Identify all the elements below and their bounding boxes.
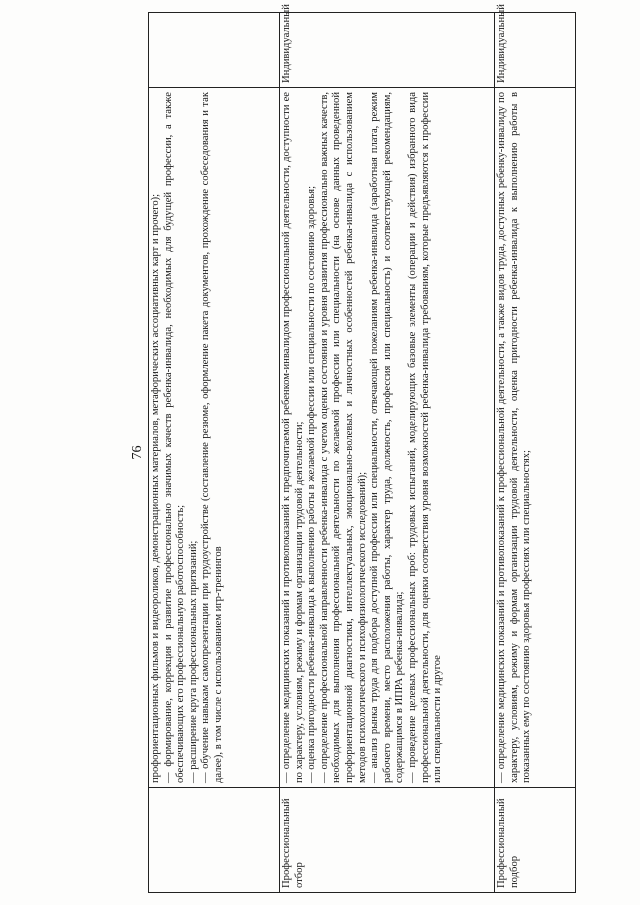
- form-cell: Индивидуальный: [280, 13, 495, 88]
- table-row: [149, 13, 280, 893]
- content-paragraph: — проведение целевых профессиональных проб: трудовых испытаний, моделирующих базовые элементы (операции и действия) избранного вида профессиональной деятельности, для оценки соответствия уровня возможностей ребенка-инвалида требованиям, которые предъявляются к профессии или специальности и другое: [406, 92, 444, 783]
- measure-content-cell: [280, 88, 495, 788]
- content-paragraph: — определение медицинских показаний и противопоказаний к предпочитаемой ребенком-инвалидом профессиональной деятельности, доступности ее по характеру, условиям, режиму и формам организации трудовой деятельности;: [281, 92, 305, 783]
- measure-content-cell: [495, 88, 576, 788]
- content-paragraph: — оценка пригодности ребенка-инвалида к выполнению работы в желаемой профессии или специальности по состоянию здоровья;: [306, 185, 318, 783]
- measure-content-cell: [149, 88, 280, 788]
- content-paragraph: — определение медицинских показаний и противопоказаний к профессиональной деятельности, а также видов труда, доступных ребенку-инвалиду по характеру, условиям, режиму и формам организации трудовой деятельности, оценка пригодности ребенка-инвалида к выполнению работы в показанных ему по состоянию здоровья профессиях или специальностях;: [496, 92, 533, 783]
- content-paragraph: — обучение навыкам самопрезентации при трудоустройстве (составление резюме, оформление пакета документов, прохождение собеседования и так далее), в том числе с использованием игр-тренингов: [200, 92, 224, 783]
- page-number: 76: [130, 445, 145, 460]
- form-cell: [149, 13, 280, 88]
- content-paragraph: — определение профессиональной направленности ребенка-инвалида с учетом оценки состояния и уровня развития профессионально важных качеств, необходимых для выполнения профессиональной деятельности по желаемой профессии или специальности (на основе данных проведенной профориентационной диагностики, интеллектуальных, эмоционально-волевых и личностных особенностей ребенка-инвалида с использованием методов психологического и психофизиологического исследований);: [318, 92, 368, 783]
- content-paragraph: — формирование, коррекция и развитие профессионально значимых качеств ребенка-инвалида, необходимых для будущей профессии, а также обеспечивающих его профессиональную работоспособность;: [162, 92, 187, 783]
- measure-name-cell: Профессиональный отбор: [280, 788, 495, 893]
- content-paragraph: — анализ рынка труда для подбора доступной профессии или специальности, отвечающей пожеланиям ребенка-инвалида (заработная плата, режим рабочего времени, место расположения работы, характер труда, должность, профессия или специальность) и соответствующей рекомендациям, содержащимся в ИПРА ребенка-инвалида;: [369, 92, 406, 783]
- measures-table: [148, 4, 576, 893]
- measure-name-cell: Профессиональный подбор: [495, 788, 576, 893]
- table-row: [495, 13, 576, 893]
- measure-name-cell: [149, 788, 280, 893]
- content-paragraph: профориентационных фильмов и видеороликов, демонстрационных материалов, метафорических ассоциативных карт и прочего);: [150, 193, 161, 783]
- content-paragraph: — расширение круга профессиональных притязаний;: [187, 540, 199, 783]
- table-row: [280, 13, 495, 893]
- form-cell: Индивидуальный: [495, 13, 576, 88]
